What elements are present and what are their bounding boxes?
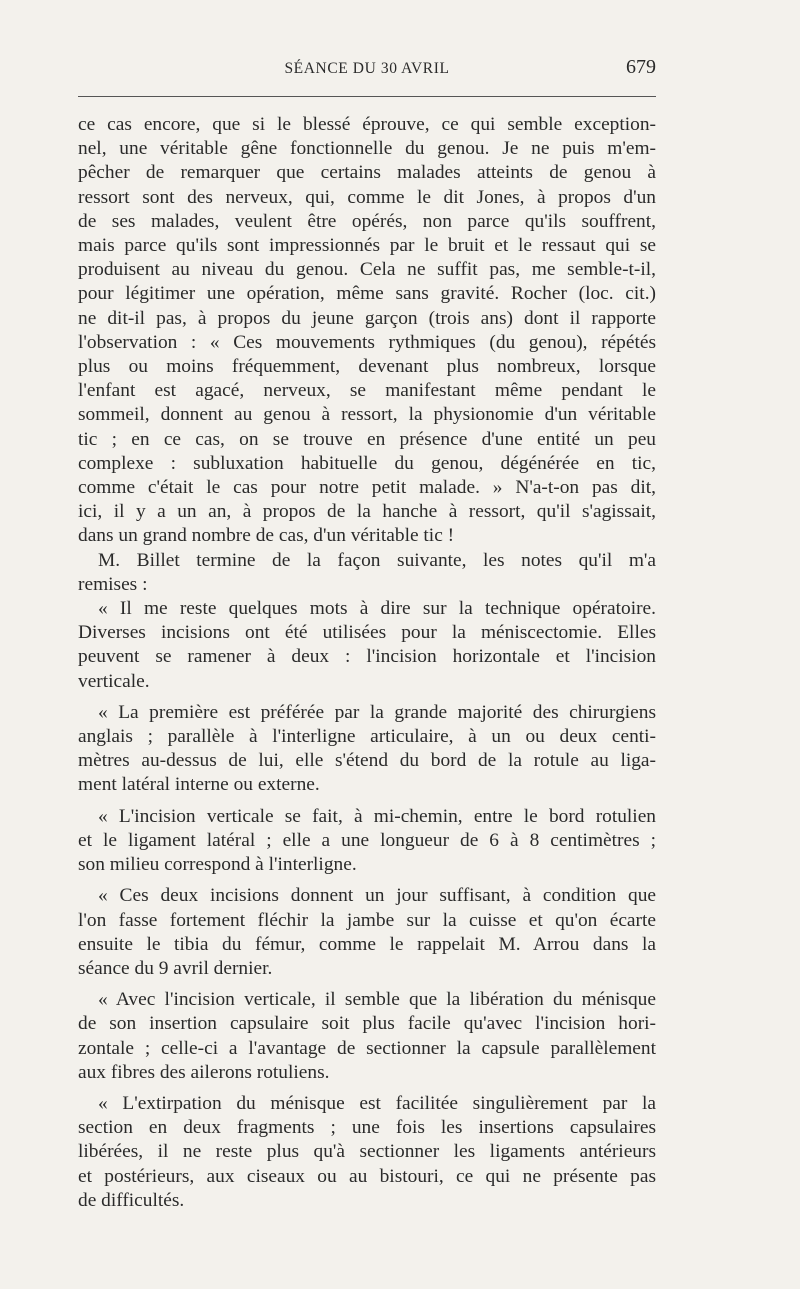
text-line: « La première est préférée par la grande majorité des chirurgiens [98, 701, 656, 723]
text-line: mètres au-dessus de lui, elle s'étend du bord de la rotule au liga- [78, 750, 656, 772]
text-line: complexe : subluxation habituelle du genou, dégénérée en tic, [78, 452, 656, 474]
text-line: l'observation : « Ces mouvements rythmiques (du genou), répétés [78, 331, 656, 353]
text-line: tic ; en ce cas, on se trouve en présence d'une entité un peu [78, 428, 656, 450]
text-line: « L'incision verticale se fait, à mi-chemin, entre le bord rotulien [98, 805, 656, 827]
text-line: ce cas encore, que si le blessé éprouve, ce qui semble exception- [78, 114, 656, 135]
text-line: libérées, il ne reste plus qu'à sectionner les ligaments antérieurs [78, 1141, 656, 1163]
text-line: ensuite le tibia du fémur, comme le rappelait M. Arrou dans la [78, 933, 656, 955]
text-line: et le ligament latéral ; elle a une longueur de 6 à 8 centimètres ; [78, 829, 656, 851]
text-line: et postérieurs, aux ciseaux ou au bistouri, ce qui ne présente pas [78, 1165, 656, 1187]
text-line: peuvent se ramener à deux : l'incision horizontale et l'incision [78, 646, 656, 668]
text-line: l'enfant est agacé, nerveux, se manifestant même pendant le [78, 380, 656, 402]
text-line: ne dit-il pas, à propos du jeune garçon (trois ans) dont il rapporte [78, 307, 656, 329]
text-line: aux fibres des ailerons rotuliens. [78, 1061, 330, 1083]
text-line: verticale. [78, 670, 150, 692]
text-line: pour légitimer une opération, même sans gravité. Rocher (loc. cit.) [78, 283, 656, 305]
text-line: l'on fasse fortement fléchir la jambe sur la cuisse et qu'on écarte [78, 909, 656, 931]
text-line: de difficultés. [78, 1189, 185, 1211]
text-line: Diverses incisions ont été utilisées pour la méniscectomie. Elles [78, 622, 656, 644]
text-line: ici, il y a un an, à propos de la hanche à ressort, qu'il s'agissait, [78, 501, 656, 523]
text-line: remises : [78, 573, 148, 595]
text-line: sommeil, donnent au genou à ressort, la physionomie d'un véritable [78, 404, 656, 426]
text-line: produisent au niveau du genou. Cela ne suffit pas, me semble-t-il, [78, 259, 656, 281]
page-number: 679 [626, 56, 656, 78]
text-line: « Ces deux incisions donnent un jour suffisant, à condition que [98, 885, 656, 907]
text-line: comme c'était le cas pour notre petit malade. » N'a-t-on pas dit, [78, 477, 656, 499]
text-line: de son insertion capsulaire soit plus facile qu'avec l'incision hori- [78, 1013, 656, 1035]
text-line: section en deux fragments ; une fois les insertions capsulaires [78, 1117, 656, 1139]
header-rule [78, 96, 656, 97]
text-line: anglais ; parallèle à l'interligne articulaire, à un ou deux centi- [78, 726, 656, 748]
text-line: « Avec l'incision verticale, il semble que la libération du ménisque [98, 989, 656, 1011]
text-line: de ses malades, veulent être opérés, non parce qu'ils souffrent, [78, 210, 656, 232]
text-line: « L'extirpation du ménisque est facilitée singulièrement par la [98, 1092, 656, 1114]
text-line: mais parce qu'ils sont impressionnés par le bruit et le ressaut qui se [78, 235, 656, 257]
text-line: séance du 9 avril dernier. [78, 957, 273, 979]
running-title: SÉANCE DU 30 AVRIL [284, 60, 450, 77]
text-line: pêcher de remarquer que certains malades atteints de genou à [78, 162, 656, 184]
text-line: M. Billet termine de la façon suivante, les notes qu'il m'a [98, 549, 656, 571]
text-line: ressort sont des nerveux, qui, comme le dit Jones, à propos d'un [78, 186, 656, 208]
text-line: zontale ; celle-ci a l'avantage de sectionner la capsule parallèlement [78, 1037, 656, 1059]
text-line: nel, une véritable gêne fonctionnelle du genou. Je ne puis m'em- [78, 138, 656, 160]
text-line: dans un grand nombre de cas, d'un véritable tic ! [78, 525, 455, 547]
page-header [78, 56, 656, 86]
text-line: plus ou moins fréquemment, devenant plus nombreux, lorsque [78, 356, 656, 378]
text-line: « Il me reste quelques mots à dire sur la technique opératoire. [98, 598, 656, 620]
text-line: ment latéral interne ou externe. [78, 774, 320, 796]
text-line: son milieu correspond à l'interligne. [78, 854, 357, 876]
body-text [78, 113, 656, 1213]
